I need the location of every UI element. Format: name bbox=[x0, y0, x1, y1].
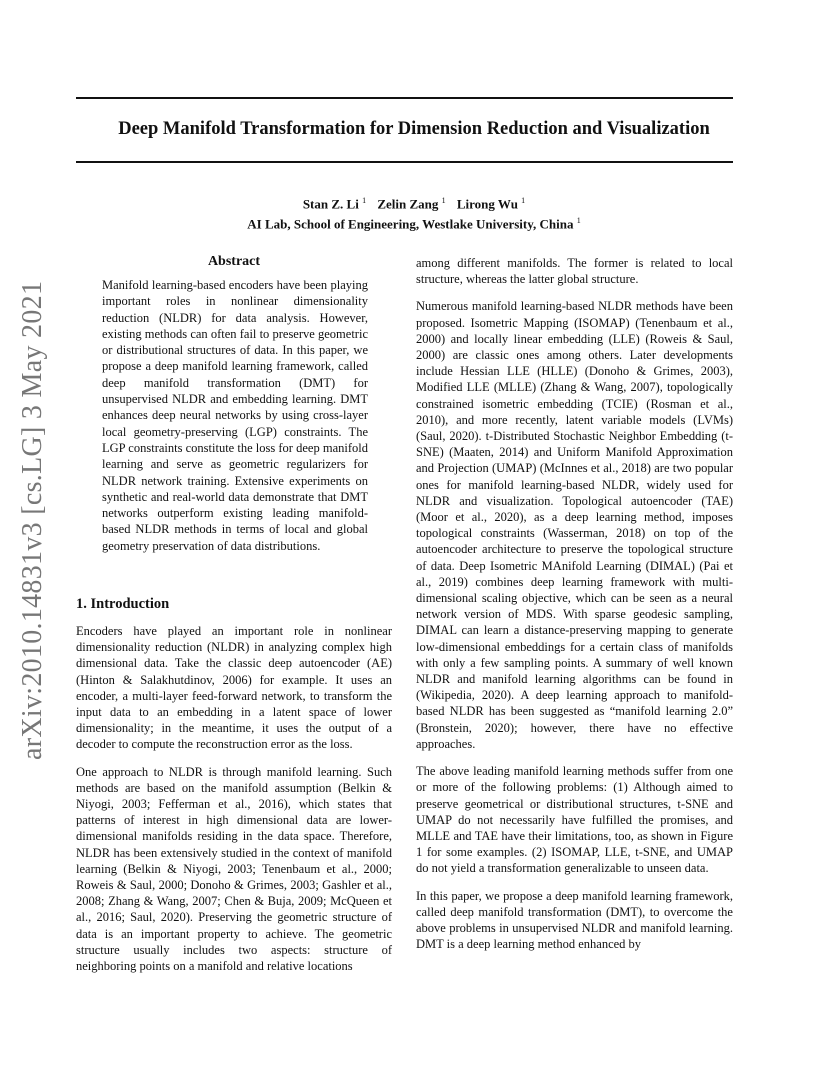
paper-title: Deep Manifold Transformation for Dimension Reduction and Visualization bbox=[118, 119, 710, 139]
body-paragraph: The above leading manifold learning methods suffer from one or more of the following problems: (1) Although aimed to preserve geometrical or distributional structures, t-SNE and UMAP do not necessarily have fulfilled the promises, and MLLE and TAE have their limitations, too, as shown in Figure 1 for some examples. (2) ISOMAP, LLE, t-SNE, and UMAP do not yield a transformation generalizable to unseen data. bbox=[416, 764, 733, 876]
intro-paragraph: One approach to NLDR is through manifold learning. Such methods are based on the manifold assumption (Belkin & Niyogi, 2003; Fefferman et al., 2016), which states that patterns of interest in high dimensional data are lower-dimensional manifolds residing in the data space. Therefore, NLDR has been extensively studied in the context of manifold learning (Belkin & Niyogi, 2003; Tenenbaum et al., 2000; Roweis & Saul, 2000; Donoho & Grimes, 2003; Gashler et al., 2008; Zhang & Wang, 2007; Chen & Buja, 2009; McQueen et al., 2016; Saul, 2020). Preserving the geometric structure of data is an important property to achieve. The geometric structure usually includes two aspects: structure of neighboring points on a manifold and relative locations bbox=[76, 764, 392, 974]
author-names bbox=[0, 192, 828, 212]
left-column-body bbox=[76, 623, 392, 985]
author-block bbox=[0, 192, 828, 233]
author-name: Lirong Wu bbox=[456, 196, 518, 212]
author-superscript: 1 bbox=[441, 196, 446, 205]
abstract-text: Manifold learning-based encoders have been playing important roles in nonlinear dimensionality reduction (NLDR) for data analysis. However, existing methods can often fail to preserve geometric or distributional structures of data. In this paper, we propose a deep manifold learning framework, called deep manifold transformation (DMT) for unsupervised NLDR and embedding learning. DMT enhances deep neural networks by using cross-layer local geometry-preserving (LGP) constraints. The LGP constraints constitute the loss for deep manifold learning and serve as geometric regularizers for NLDR network training. Extensive experiments on synthetic and real-world data demonstrate that DMT networks outperform existing leading manifold-based NLDR methods in terms of local and global geometry preservation of data distributions. bbox=[102, 278, 368, 553]
author-superscript: 1 bbox=[362, 196, 367, 205]
right-column-body bbox=[416, 255, 733, 963]
body-paragraph: Numerous manifold learning-based NLDR methods have been proposed. Isometric Mapping (ISOMAP) (Tenenbaum et al., 2000) and locally linear embedding (LLE) (Roweis & Saul, 2000) are classic ones among others. Later developments include Hessian LLE (HLLE) (Donoho & Grimes, 2003), Modified LLE (MLLE) (Zhang & Wang, 2007), topologically constrained isometric embedding (TCIE) (Rosman et al., 2010), and more recently, latent variable models (LVMs) (Saul, 2020). t-Distributed Stochastic Neighbor Embedding (t-SNE) (Maaten, 2014) and Uniform Manifold Approximation and Projection (UMAP) (McInnes et al., 2018) are two popular ones for manifold learning-based NLDR, widely used for NLDR and visualization. Topological autoencoder (TAE) (Moor et al., 2020), as a deep learning method, imposes topological constraints (Wasserman, 2018) on top of the autoencoder architecture to preserve the topological structure of data. Deep Isometric MAnifold Learning (DIMAL) (Pai et al., 2019) combines deep learning framework with multi-dimensional scaling objective, which can be seen as a neural network version of MDS. With sparse geodesic sampling, DIMAL can learn a distance-preserving mapping to generate low-dimensional embeddings for a certain class of manifolds with only a few sampling points. A summary of well known NLDR and manifold learning algorithms can be found in (Wikipedia, 2020). A deep learning approach to manifold-based NLDR has been suggested as “manifold learning 2.0” (Bronstein, 2020); however, there have no effective approaches. bbox=[416, 299, 733, 751]
author-name: Stan Z. Li bbox=[302, 196, 359, 212]
body-paragraph: In this paper, we propose a deep manifold learning framework, called deep manifold transformation (DMT), to overcome the above problems in unsupervised NLDR and manifold learning. DMT is a deep learning method enhanced by bbox=[416, 888, 733, 952]
arxiv-stamp: arXiv:2010.14831v3 [cs.LG] 3 May 2021 bbox=[17, 280, 48, 760]
title-top-rule bbox=[76, 97, 733, 99]
author-affiliation: AI Lab, School of Engineering, Westlake University, China $^1$ bbox=[247, 216, 581, 232]
intro-paragraph: Encoders have played an important role in nonlinear dimensionality reduction (NLDR) in analyzing complex high dimensional data. Take the classic deep autoencoder (AE) (Hinton & Salakhutdinov, 2006) for example. It uses an encoder, a multi-layer feed-forward network, to transform the input data to an embedding in a latent space of lower dimensionality; in the meantime, it uses the output of a decoder to compute the reconstruction error as the loss. bbox=[76, 624, 392, 752]
title-bottom-rule bbox=[76, 161, 733, 163]
abstract-heading: Abstract bbox=[207, 254, 261, 269]
body-paragraph: among different manifolds. The former is related to local structure, whereas the latter global structure. bbox=[416, 256, 733, 287]
author-name: Zelin Zang bbox=[377, 196, 439, 212]
author-superscript: 1 bbox=[521, 196, 526, 205]
introduction-heading: 1. Introduction bbox=[76, 596, 170, 612]
